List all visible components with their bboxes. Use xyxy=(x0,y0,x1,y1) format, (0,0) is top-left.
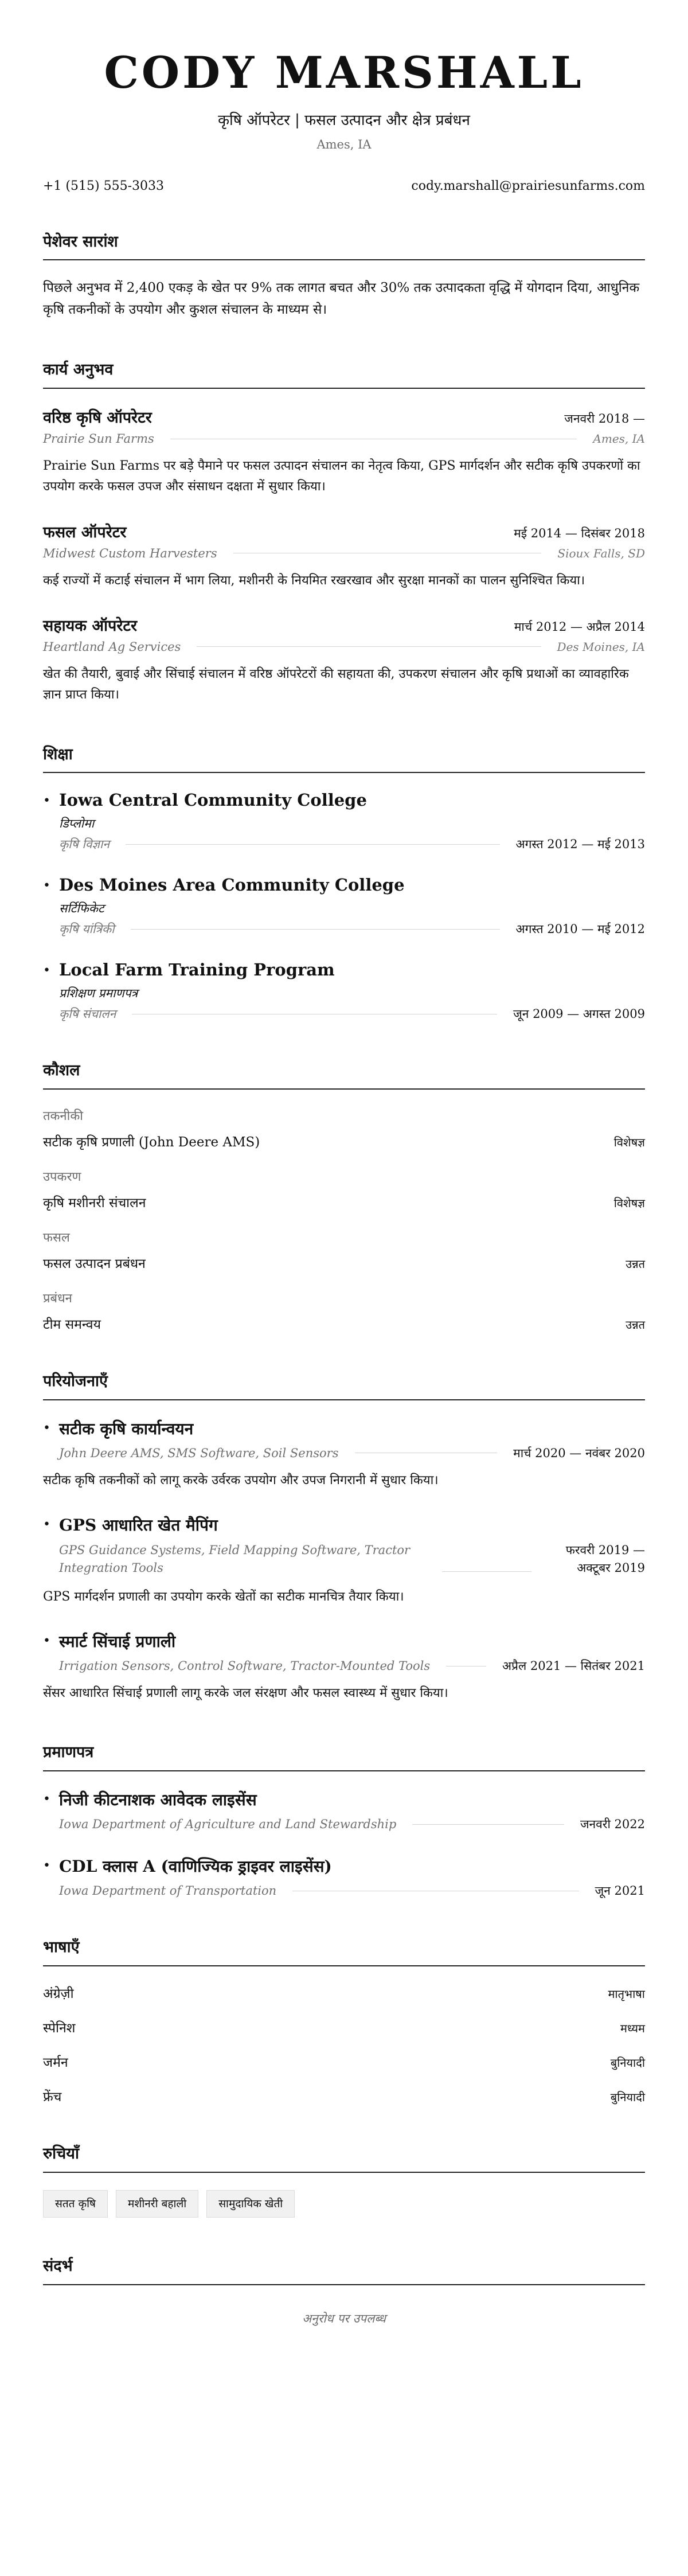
skill-category: फसल xyxy=(43,1230,70,1245)
certification-issuer: Iowa Department of Agriculture and Land Stewardship xyxy=(59,1817,397,1832)
degree: प्रशिक्षण प्रमाणपत्र xyxy=(59,986,138,1001)
project-description: GPS मार्गदर्शन प्रणाली का उपयोग करके खेतों का सटीक मानचित्र तैयार किया। xyxy=(43,1589,404,1604)
contact-row xyxy=(43,179,645,193)
language-level: बुनियादी xyxy=(610,2090,645,2104)
job-location: Ames, IA xyxy=(593,432,645,446)
job-date: मई 2014 — दिसंबर 2018 xyxy=(514,526,645,540)
skill-name: कृषि मशीनरी संचालन xyxy=(43,1195,146,1211)
language-row xyxy=(43,2052,645,2071)
job-entry xyxy=(43,614,645,706)
projects-heading: परियोजनाएँ xyxy=(43,1373,645,1400)
experience-heading: कार्य अनुभव xyxy=(43,361,645,389)
job-location: Sioux Falls, SD xyxy=(557,546,645,560)
field-of-study: कृषि विज्ञान xyxy=(59,837,110,852)
interest-tag: सामुदायिक खेती xyxy=(206,2190,295,2218)
project-description: सटीक कृषि तकनीकों को लागू करके उर्वरक उपयोग और उपज निगरानी में सुधार किया। xyxy=(43,1473,439,1488)
project-entry xyxy=(43,1514,645,1578)
education-entry xyxy=(43,875,645,937)
certification-issuer: Iowa Department of Transportation xyxy=(59,1884,277,1898)
bullet-icon: • xyxy=(43,1517,50,1532)
certification-entry xyxy=(43,1789,645,1832)
skill-category: तकनीकी xyxy=(43,1109,83,1123)
certifications-section xyxy=(43,1744,645,1899)
interests-heading: रुचियाँ xyxy=(43,2145,645,2173)
language-row xyxy=(43,2018,645,2036)
bullet-icon: • xyxy=(43,879,50,893)
skills-heading: कौशल xyxy=(43,1062,645,1090)
interest-tag: सतत कृषि xyxy=(43,2190,108,2218)
summary-text: पिछले अनुभव में 2,400 एकड़ के खेत पर 9% तक लागत बचत और 30% तक उत्पादकता वृद्धि में योगदान दिया, आधुनिक कृषि तकनीकों के उपयोग और कुशल संचालन के माध्यम से। xyxy=(43,280,640,318)
interests-section xyxy=(43,2145,645,2218)
header-location: Ames, IA xyxy=(316,137,372,151)
candidate-name: CODY MARSHALL xyxy=(104,47,584,98)
education-date: जून 2009 — अगस्त 2009 xyxy=(513,1007,645,1021)
job-title: वरिष्ठ कृषि ऑपरेटर xyxy=(43,409,152,427)
language-name: जर्मन xyxy=(43,2055,68,2070)
certifications-heading: प्रमाणपत्र xyxy=(43,1744,645,1771)
education-heading: शिक्षा xyxy=(43,746,645,774)
dotted-leader xyxy=(412,1824,564,1825)
education-date: अगस्त 2010 — मई 2012 xyxy=(515,922,645,936)
skill-category: प्रबंधन xyxy=(43,1291,72,1306)
project-date: अप्रैल 2021 — सितंबर 2021 xyxy=(502,1659,645,1673)
job-company: Heartland Ag Services xyxy=(43,639,181,654)
project-technologies: John Deere AMS, SMS Software, Soil Sensors xyxy=(59,1446,339,1460)
languages-section xyxy=(43,1939,645,2105)
language-level: मध्यम xyxy=(620,2021,645,2035)
project-entry xyxy=(43,1418,645,1461)
field-of-study: कृषि संचालन xyxy=(59,1007,116,1021)
skill-group xyxy=(43,1289,645,1333)
projects-section xyxy=(43,1373,645,1704)
education-entry xyxy=(43,960,645,1022)
language-level: बुनियादी xyxy=(610,2055,645,2070)
job-location: Des Moines, IA xyxy=(557,639,645,654)
dotted-leader xyxy=(197,646,541,647)
job-title: फसल ऑपरेटर xyxy=(43,523,127,541)
resume-header xyxy=(43,49,645,193)
skills-section xyxy=(43,1062,645,1333)
job-date: जनवरी 2018 — xyxy=(564,412,645,426)
bullet-icon: • xyxy=(43,1859,50,1874)
job-company: Midwest Custom Harvesters xyxy=(43,546,217,560)
job-description: खेत की तैयारी, बुवाई और सिंचाई संचालन में वरिष्ठ ऑपरेटरों की सहायता की, उपकरण संचालन और कृषि प्रथाओं का व्यावहारिक ज्ञान प्राप्त किया। xyxy=(43,666,629,702)
interest-tags xyxy=(43,2190,645,2218)
dotted-leader xyxy=(131,929,500,930)
project-name: सटीक कृषि कार्यान्वयन xyxy=(59,1419,194,1438)
bullet-icon: • xyxy=(43,1420,50,1435)
skill-group xyxy=(43,1168,645,1211)
skill-name: टीम समन्वय xyxy=(43,1317,101,1332)
job-title: सहायक ऑपरेटर xyxy=(43,616,138,635)
bullet-icon: • xyxy=(43,1792,50,1807)
project-name: GPS आधारित खेत मैपिंग xyxy=(59,1515,218,1535)
summary-heading: पेशेवर सारांश xyxy=(43,233,645,261)
references-text: अनुरोध पर उपलब्ध xyxy=(302,2312,386,2326)
project-date: फरवरी 2019 — अक्टूबर 2019 xyxy=(565,1543,645,1575)
bullet-icon: • xyxy=(43,963,50,978)
experience-section xyxy=(43,361,645,705)
skill-group xyxy=(43,1228,645,1272)
language-name: फ्रेंच xyxy=(43,2089,62,2105)
job-description: Prairie Sun Farms पर बड़े पैमाने पर फसल उत्पादन संचालन का नेतृत्व किया, GPS मार्गदर्शन और सटीक कृषि उपकरणों का उपयोग करके फसल उपज और संसाधन दक्षता में सुधार किया। xyxy=(43,459,640,494)
dotted-leader xyxy=(442,1571,531,1572)
summary-section xyxy=(43,233,645,322)
skill-group xyxy=(43,1107,645,1150)
language-name: स्पेनिश xyxy=(43,2020,76,2036)
project-technologies: GPS Guidance Systems, Field Mapping Software, Tractor Integration Tools xyxy=(59,1543,411,1575)
skill-level: उन्नत xyxy=(626,1317,645,1332)
school-name: Des Moines Area Community College xyxy=(59,875,405,895)
language-row xyxy=(43,1984,645,2002)
job-entry xyxy=(43,521,645,591)
school-name: Local Farm Training Program xyxy=(59,960,335,980)
project-date: मार्च 2020 — नवंबर 2020 xyxy=(513,1446,645,1460)
languages-heading: भाषाएँ xyxy=(43,1939,645,1966)
school-name: Iowa Central Community College xyxy=(59,790,367,810)
certification-entry xyxy=(43,1855,645,1899)
education-entry xyxy=(43,790,645,852)
field-of-study: कृषि यांत्रिकी xyxy=(59,922,115,936)
skill-level: उन्नत xyxy=(626,1256,645,1271)
skill-level: विशेषज्ञ xyxy=(613,1135,645,1149)
references-heading: संदर्भ xyxy=(43,2258,645,2285)
education-date: अगस्त 2012 — मई 2013 xyxy=(515,837,645,852)
project-entry xyxy=(43,1630,645,1674)
dotted-leader xyxy=(126,844,499,845)
phone-number: +1 (515) 555-3033 xyxy=(43,178,164,193)
skill-level: विशेषज्ञ xyxy=(613,1196,645,1210)
job-entry xyxy=(43,406,645,498)
certification-date: जून 2021 xyxy=(595,1884,645,1898)
job-tagline: कृषि ऑपरेटर | फसल उत्पादन और क्षेत्र प्रबंधन xyxy=(218,111,470,129)
project-technologies: Irrigation Sensors, Control Software, Tractor-Mounted Tools xyxy=(59,1659,431,1673)
bullet-icon: • xyxy=(43,1634,50,1649)
job-description: कई राज्यों में कटाई संचालन में भाग लिया, मशीनरी के नियमित रखरखाव और सुरक्षा मानकों का पालन सुनिश्चित किया। xyxy=(43,573,585,588)
project-description: सेंसर आधारित सिंचाई प्रणाली लागू करके जल संरक्षण और फसल स्वास्थ्य में सुधार किया। xyxy=(43,1686,448,1701)
skill-name: फसल उत्पादन प्रबंधन xyxy=(43,1256,146,1271)
certification-date: जनवरी 2022 xyxy=(580,1817,645,1832)
certification-name: निजी कीटनाशक आवेदक लाइसेंस xyxy=(59,1790,257,1810)
references-section xyxy=(43,2258,645,2327)
education-section xyxy=(43,746,645,1022)
degree: सर्टिफिकेट xyxy=(59,901,104,916)
certification-name: CDL क्लास A (वाणिज्यिक ड्राइवर लाइसेंस) xyxy=(59,1857,332,1876)
project-name: स्मार्ट सिंचाई प्रणाली xyxy=(59,1632,176,1652)
interest-tag: मशीनरी बहाली xyxy=(116,2190,198,2218)
skill-category: उपकरण xyxy=(43,1169,81,1184)
job-company: Prairie Sun Farms xyxy=(43,432,154,446)
email-address: cody.marshall@prairiesunfarms.com xyxy=(411,178,645,193)
language-row xyxy=(43,2087,645,2105)
degree: डिप्लोमा xyxy=(59,817,95,831)
language-name: अंग्रेज़ी xyxy=(43,1986,74,2001)
language-level: मातृभाषा xyxy=(608,1986,645,2001)
bullet-icon: • xyxy=(43,794,50,809)
job-date: मार्च 2012 — अप्रैल 2014 xyxy=(514,619,645,634)
skill-name: सटीक कृषि प्रणाली (John Deere AMS) xyxy=(43,1134,260,1150)
